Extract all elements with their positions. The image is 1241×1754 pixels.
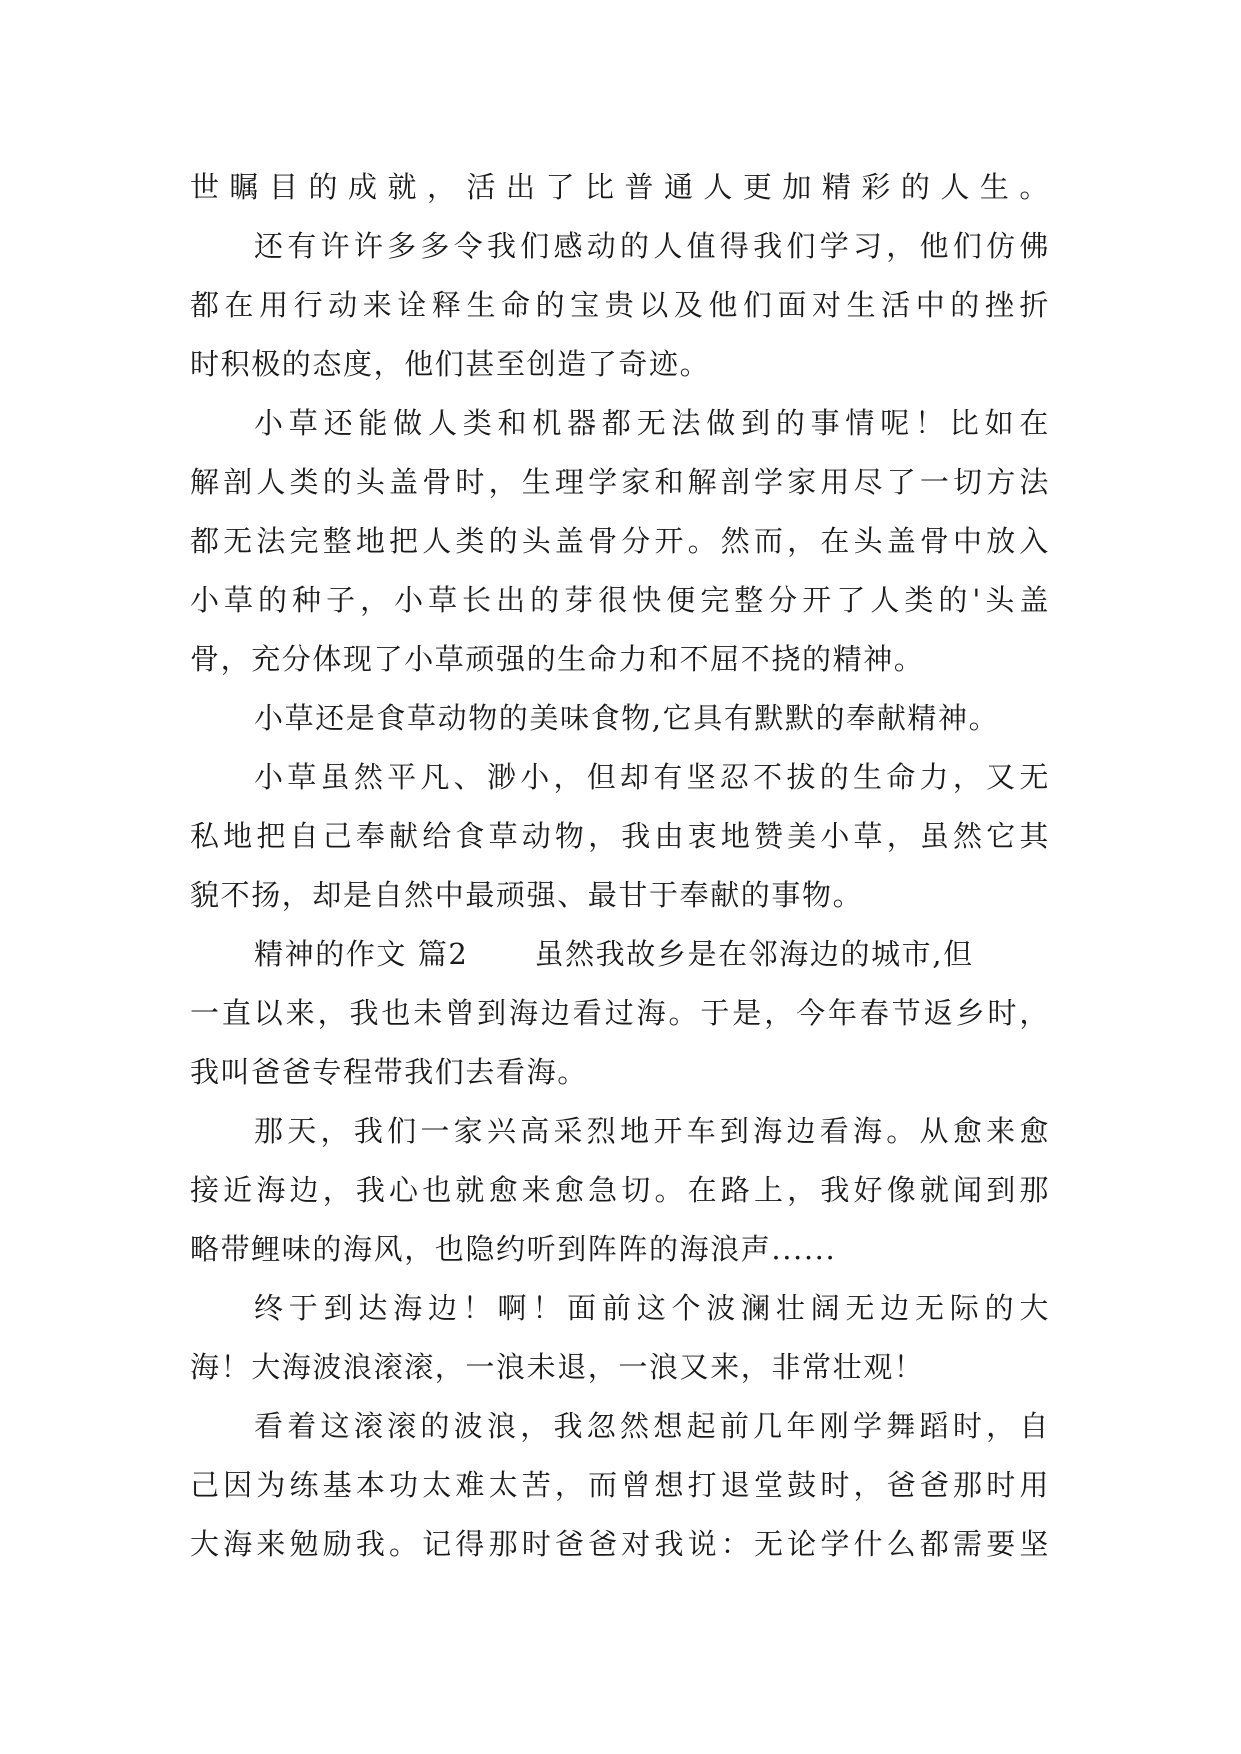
text-line: 略带鲤味的海风，也隐约听到阵阵的海浪声......: [190, 1232, 837, 1266]
text-line: 骨，充分体现了小草顽强的生命力和不屈不挠的精神。: [190, 642, 925, 676]
text-line: 都在用行动来诠释生命的宝贵以及他们面对生活中的挫折: [190, 288, 1050, 322]
text-line: 小草的种子，小草长出的芽很快便完整分开了人类的'头盖: [190, 583, 1050, 617]
text-line: 我叫爸爸专程带我们去看海。: [190, 1055, 588, 1089]
section-heading: 精神的作文 篇2: [254, 937, 469, 971]
section-heading-line: [190, 925, 1050, 984]
paragraph-first-line: 还有许许多多令我们感动的人值得我们学习，他们仿佛: [254, 229, 1050, 263]
text-line: 时积极的态度，他们甚至创造了奇迹。: [190, 347, 711, 381]
body-text: [190, 158, 1050, 1574]
text-line: 都无法完整地把人类的头盖骨分开。然而，在头盖骨中放入: [190, 524, 1050, 558]
text-line: 貌不扬，却是自然中最顽强、最甘于奉献的事物。: [190, 878, 864, 912]
paragraph-first-line: 看着这滚滚的波浪，我忽然想起前几年刚学舞蹈时，自: [254, 1409, 1050, 1443]
text-line: 世瞩目的成就，活出了比普通人更加精彩的人生。: [190, 170, 1050, 204]
text-line: 私地把自己奉献给食草动物，我由衷地赞美小草，虽然它其: [190, 819, 1050, 853]
text-line: 接近海边，我心也就愈来愈急切。在路上，我好像就闻到那: [190, 1173, 1050, 1207]
text-line: 己因为练基本功太难太苦，而曾想打退堂鼓时，爸爸那时用: [190, 1468, 1050, 1502]
text-line: 解剖人类的头盖骨时，生理学家和解剖学家用尽了一切方法: [190, 465, 1050, 499]
text-line: 虽然我故乡是在邻海边的城市,但: [534, 937, 974, 971]
paragraph-first-line: 小草还能做人类和机器都无法做到的事情呢！比如在: [254, 406, 1050, 440]
text-line: 海！大海波浪滚滚，一浪未退，一浪又来，非常壮观！: [190, 1350, 925, 1384]
text-line: 一直以来，我也未曾到海边看过海。于是，今年春节返乡时，: [190, 996, 1050, 1030]
paragraph-first-line: 小草还是食草动物的美味食物,它具有默默的奉献精神。: [254, 701, 1000, 735]
paragraph-first-line: 那天，我们一家兴高采烈地开车到海边看海。从愈来愈: [254, 1114, 1050, 1148]
text-line: 大海来勉励我。记得那时爸爸对我说：无论学什么都需要坚: [190, 1527, 1050, 1561]
paragraph-first-line: 小草虽然平凡、渺小，但却有坚忍不拔的生命力，又无: [254, 760, 1050, 794]
paragraph-first-line: 终于到达海边！啊！面前这个波澜壮阔无边无际的大: [254, 1291, 1050, 1325]
